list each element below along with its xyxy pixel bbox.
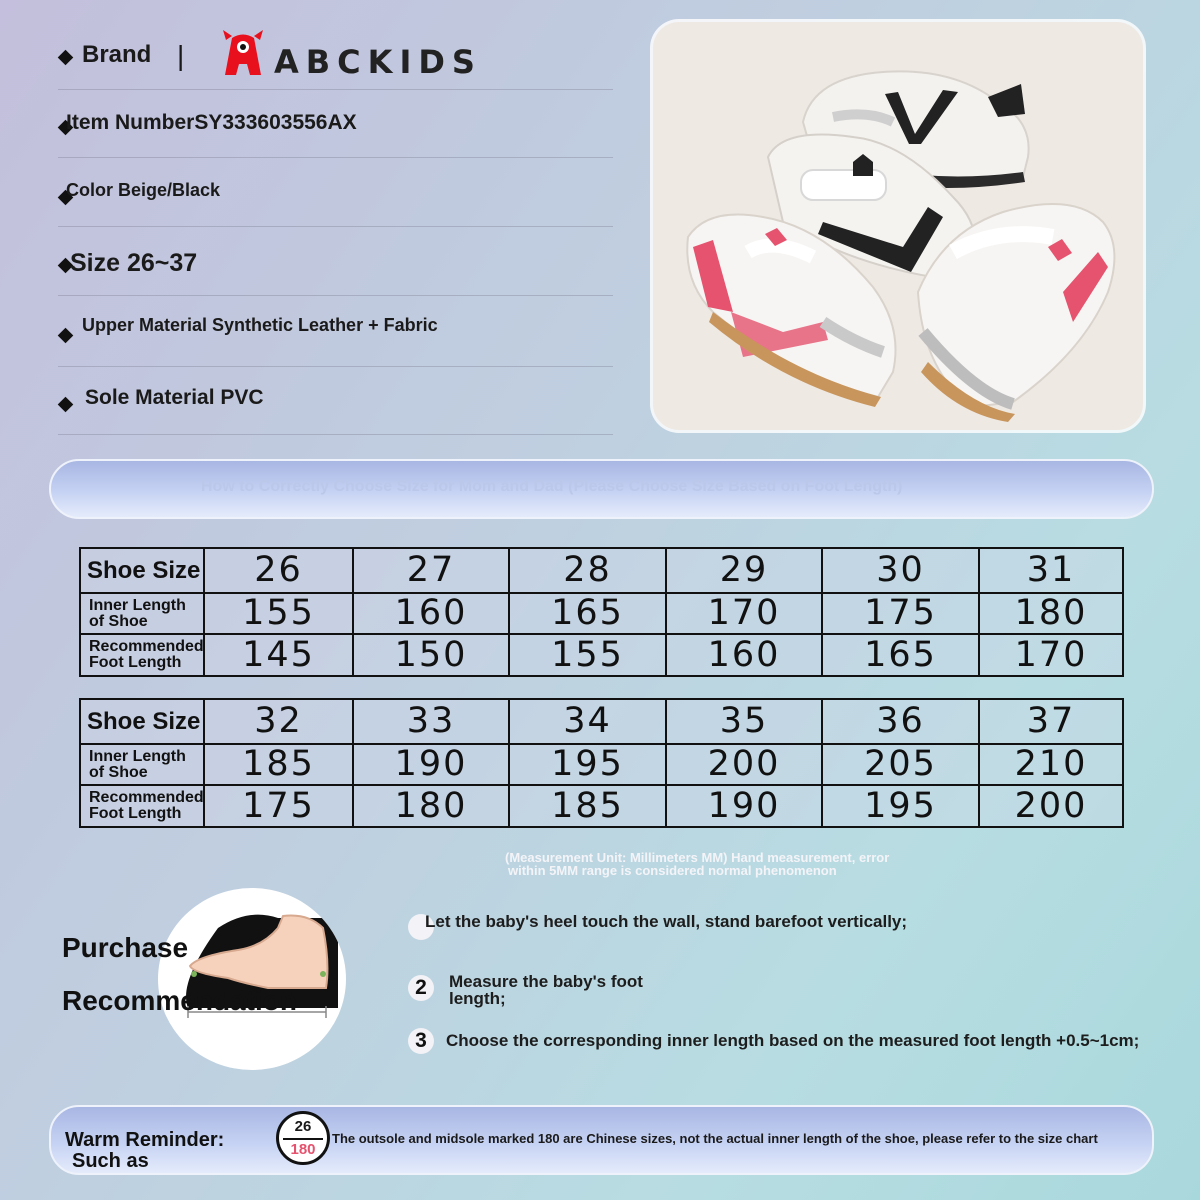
table-cell: 185 [509, 785, 666, 827]
table-cell: 210 [979, 744, 1123, 785]
table-cell: 175 [204, 785, 353, 827]
row-header-shoe-size: Shoe Size [80, 548, 204, 593]
size-badge-icon [276, 1111, 330, 1165]
color-spec: Color Beige/Black [66, 180, 221, 200]
table-cell: 170 [979, 634, 1123, 676]
divider [58, 295, 613, 296]
table-cell: 190 [666, 785, 822, 827]
foot-measure-icon [158, 888, 346, 1070]
table-cell: 26 [204, 548, 353, 593]
size-badge-bottom: 180 [290, 1141, 316, 1158]
brand-label: Brand [82, 41, 152, 68]
table-row [80, 634, 1123, 676]
measurement-note-line2: within 5MM range is considered normal phenomenon [508, 863, 837, 878]
table-cell: 35 [666, 699, 822, 744]
divider [58, 157, 613, 158]
row-header-inner-length: Inner Length of Shoe [80, 744, 204, 785]
table-row [80, 699, 1123, 744]
table-cell: 36 [822, 699, 979, 744]
table-cell: 31 [979, 548, 1123, 593]
table-cell: 155 [509, 634, 666, 676]
size-guide-banner [49, 459, 1154, 519]
table-cell: 33 [353, 699, 509, 744]
table-cell: 30 [822, 548, 979, 593]
row-header-shoe-size: Shoe Size [80, 699, 204, 744]
step-3-badge: 3 [408, 1028, 434, 1054]
step-2-text: Measure the baby's foot length; [449, 972, 643, 1008]
size-table-1 [79, 547, 1124, 677]
diamond-bullet-icon [58, 397, 74, 413]
table-row [80, 744, 1123, 785]
table-cell: 195 [822, 785, 979, 827]
divider [58, 89, 613, 90]
size-table-2 [79, 698, 1124, 828]
table-cell: 180 [353, 785, 509, 827]
row-header-foot-length: Recommended Foot Length [80, 785, 204, 827]
step-2-badge: 2 [408, 975, 434, 1001]
brand-logo-text: ABCKIDS [274, 43, 482, 81]
table-cell: 29 [666, 548, 822, 593]
table-row [80, 785, 1123, 827]
badge-divider [283, 1138, 323, 1140]
abckids-logo-icon [222, 28, 264, 76]
step-3-text: Choose the corresponding inner length based on the measured foot length +0.5~1cm; [446, 1031, 1140, 1050]
table-cell: 28 [509, 548, 666, 593]
table-cell: 37 [979, 699, 1123, 744]
table-cell: 165 [509, 593, 666, 634]
table-cell: 195 [509, 744, 666, 785]
table-cell: 200 [666, 744, 822, 785]
brand-separator: | [177, 40, 185, 71]
table-row [80, 593, 1123, 634]
table-cell: 185 [204, 744, 353, 785]
table-cell: 165 [822, 634, 979, 676]
table-cell: 155 [204, 593, 353, 634]
table-cell: 27 [353, 548, 509, 593]
step-1-text: Let the baby's heel touch the wall, stand barefoot vertically; [425, 912, 908, 931]
table-cell: 32 [204, 699, 353, 744]
upper-material-spec: Upper Material Synthetic Leather + Fabric [82, 315, 438, 335]
table-cell: 160 [353, 593, 509, 634]
table-cell: 170 [666, 593, 822, 634]
divider [58, 434, 613, 435]
diamond-bullet-icon [58, 328, 74, 344]
reminder-text: The outsole and midsole marked 180 are Chinese sizes, not the actual inner length of the shoe, please refer to the size chart [332, 1131, 1098, 1146]
table-row [80, 548, 1123, 593]
table-cell: 145 [204, 634, 353, 676]
size-spec: Size 26~37 [70, 249, 198, 277]
table-cell: 180 [979, 593, 1123, 634]
reminder-label-line1: Warm Reminder: [65, 1129, 225, 1151]
divider [58, 226, 613, 227]
table-cell: 160 [666, 634, 822, 676]
table-cell: 175 [822, 593, 979, 634]
banner-text: How to Correctly Choose Size for Mom and Dad (Please Choose Size Based on Foot Length) [201, 478, 903, 495]
diamond-bullet-icon [58, 50, 74, 66]
measurement-note-line1: (Measurement Unit: Millimeters MM) Hand measurement, error [505, 850, 890, 865]
table-cell: 150 [353, 634, 509, 676]
table-cell: 190 [353, 744, 509, 785]
product-photo [653, 22, 1143, 430]
table-cell: 205 [822, 744, 979, 785]
item-number: Item NumberSY333603556AX [66, 111, 357, 134]
measurement-note [505, 851, 889, 877]
table-cell: 200 [979, 785, 1123, 827]
size-badge-top: 26 [294, 1118, 312, 1135]
divider [58, 366, 613, 367]
purchase-title-line2: Recommendation [62, 985, 297, 1016]
sole-material-spec: Sole Material PVC [85, 386, 264, 409]
row-header-foot-length: Recommended Foot Length [80, 634, 204, 676]
reminder-label-line2: Such as [72, 1150, 149, 1172]
row-header-inner-length: Inner Length of Shoe [80, 593, 204, 634]
purchase-title-line1: Purchase [62, 932, 189, 963]
table-cell: 34 [509, 699, 666, 744]
